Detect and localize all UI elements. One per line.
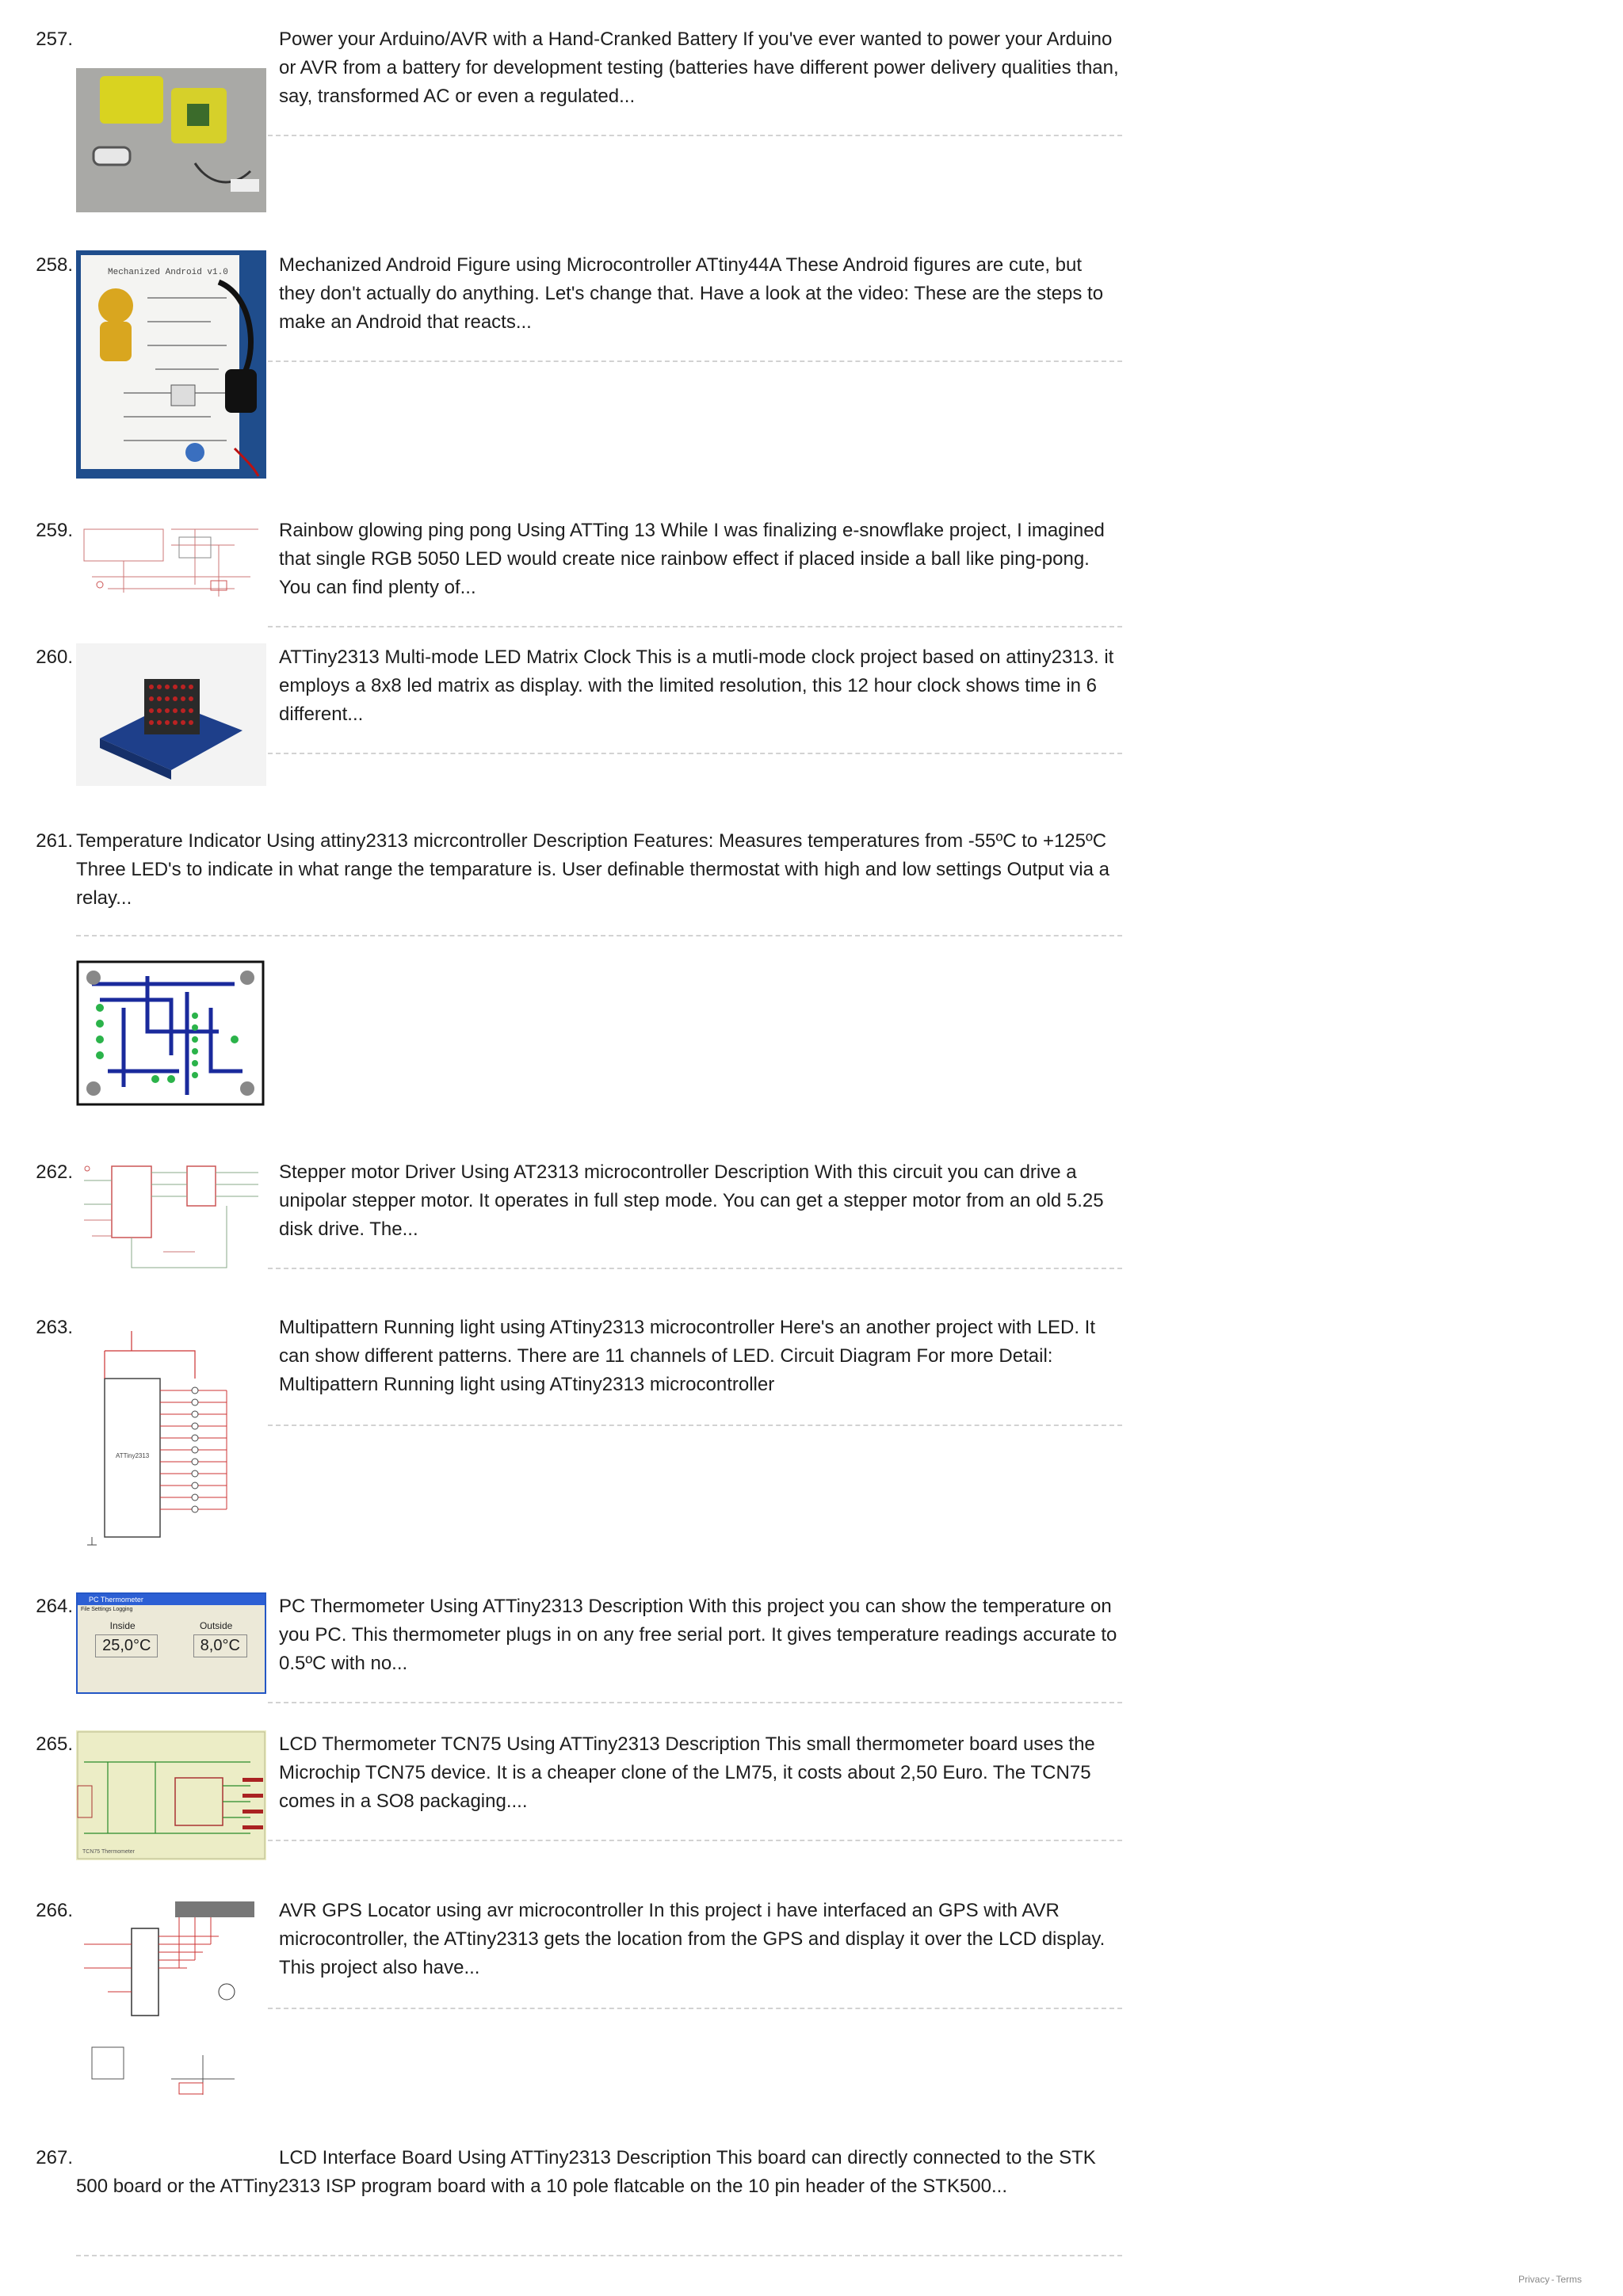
entry-thumbnail[interactable] bbox=[76, 1897, 266, 2107]
entry-text bbox=[279, 1592, 1121, 1678]
entry-thumbnail[interactable] bbox=[76, 1315, 266, 1553]
entry-description: Description This small thermometer board uses the Microchip TCN75 device. It is a cheaper clone of the LM75, it costs about 2,50 Euro. The TCN75 comes in a SO8 packaging.... bbox=[279, 1733, 1095, 1812]
entry-thumbnail[interactable] bbox=[76, 513, 266, 605]
gps-locator-schematic bbox=[76, 1897, 266, 2107]
entry-description: Description Features: Measures temperatures from -55ºC to +125ºC Three LED's to indicate in what range the temparature is. User definable thermostat with high and low settings Output via a relay... bbox=[76, 830, 1109, 909]
thumb-outside-value: 8,0°C bbox=[193, 1634, 247, 1657]
entry-divider bbox=[268, 1425, 1122, 1426]
entry-title-link[interactable]: LCD Thermometer TCN75 Using ATTiny2313 bbox=[279, 1733, 660, 1755]
thumb-inside-label: Inside bbox=[109, 1620, 136, 1631]
entry-number: 257. bbox=[36, 29, 73, 50]
entry-divider bbox=[268, 1268, 1122, 1269]
entry-title-link[interactable]: Power your Arduino/AVR with a Hand-Cranked Battery bbox=[279, 29, 738, 50]
entry-title-link[interactable]: ATTiny2313 Multi-mode LED Matrix Clock bbox=[279, 646, 632, 668]
entry-text bbox=[279, 1158, 1121, 1244]
entry-description: Description With this project you can show the temperature on you PC. This thermometer plugs in on any free serial port. It gives temperature readings accurate to 0.5ºC with no... bbox=[279, 1596, 1117, 1674]
led-matrix-photo bbox=[76, 643, 266, 786]
entry-title-link[interactable]: Temperature Indicator Using attiny2313 micrcontroller bbox=[76, 830, 528, 852]
entry-title-link[interactable]: PC Thermometer Using ATTiny2313 bbox=[279, 1596, 583, 1617]
entry-title-link[interactable]: Multipattern Running light using ATtiny2313 microcontroller bbox=[279, 1317, 775, 1338]
entry-text bbox=[279, 1897, 1121, 1982]
entry-description: In this project i have interfaced an GPS with AVR microcontroller, the ATtiny2313 gets the location from the GPS and display it over the LCD display. This project also have... bbox=[279, 1900, 1106, 1978]
entry-description: If you've ever wanted to power your Arduino or AVR from a battery for development testing (batteries have different power delivery qualities than, say, transformed AC or even a regulated... bbox=[279, 29, 1119, 107]
thumb-inside-value: 25,0°C bbox=[95, 1634, 158, 1657]
entry-number: 262. bbox=[36, 1161, 73, 1183]
entry-text bbox=[279, 1314, 1121, 1399]
entry-divider bbox=[268, 753, 1122, 754]
entry-title-link[interactable]: Mechanized Android Figure using Microcontroller ATtiny44A bbox=[279, 254, 781, 276]
entry-thumbnail[interactable] bbox=[76, 1592, 266, 1694]
entry-thumbnail[interactable] bbox=[76, 250, 266, 479]
android-figure-photo bbox=[76, 250, 266, 479]
entry-divider bbox=[268, 626, 1122, 627]
footer-separator: - bbox=[1551, 2274, 1555, 2285]
entry-thumbnail[interactable] bbox=[76, 643, 266, 786]
running-light-schematic bbox=[76, 1315, 266, 1553]
stepper-schematic bbox=[76, 1157, 266, 1277]
battery-photo bbox=[76, 68, 266, 212]
entry-number: 263. bbox=[36, 1317, 73, 1338]
entry-number: 259. bbox=[36, 520, 73, 541]
entry-title-link[interactable]: Rainbow glowing ping pong Using ATTing 13 bbox=[279, 520, 655, 541]
thumb-window-title: PC Thermometer bbox=[78, 1594, 265, 1605]
recaptcha-footer bbox=[1518, 2274, 1582, 2285]
ping-pong-schematic bbox=[76, 513, 266, 605]
thumb-caption: TCN75 Thermometer bbox=[82, 1849, 136, 1855]
entry-text bbox=[279, 251, 1121, 337]
entry-thumbnail[interactable] bbox=[76, 1157, 266, 1277]
entry-title-link[interactable]: AVR GPS Locator using avr microcontroller bbox=[279, 1900, 643, 1921]
entry-thumbnail[interactable] bbox=[76, 960, 266, 1108]
entry-title-link[interactable]: LCD Interface Board Using ATTiny2313 bbox=[279, 2147, 611, 2168]
entry-text bbox=[76, 827, 1122, 913]
entry-divider bbox=[268, 1840, 1122, 1841]
entry-description: While I was finalizing e-snowflake project, I imagined that single RGB 5050 LED would create nice rainbow effect if placed inside a ball like ping-pong. You can find plenty of... bbox=[279, 520, 1105, 598]
entry-number: 266. bbox=[36, 1900, 73, 1921]
entry-number: 265. bbox=[36, 1733, 73, 1755]
thumb-outside-label: Outside bbox=[199, 1620, 233, 1631]
entry-description: This is a mutli-mode clock project based on attiny2313. it employs a 8x8 led matrix as display. with the limited resolution, this 12 hour clock shows time in 6 different... bbox=[279, 646, 1114, 725]
entry-description: Description This board can directly connected to the STK 500 board or the ATTiny2313 ISP program board with a 10 pole flatcable on the 10 pin header of the STK500... bbox=[76, 2147, 1096, 2197]
entry-number: 264. bbox=[36, 1596, 73, 1617]
thumb-menu: File Settings Logging bbox=[81, 1607, 133, 1612]
entry-number: 260. bbox=[36, 646, 73, 668]
entry-divider bbox=[268, 360, 1122, 362]
entry-text bbox=[279, 1730, 1121, 1816]
entry-description: Description With this circuit you can drive a unipolar stepper motor. It operates in full step mode. You can get a stepper motor from an old 5.25 disk drive. The... bbox=[279, 1161, 1104, 1240]
entry-title-link[interactable]: Stepper motor Driver Using AT2313 microcontroller bbox=[279, 1161, 709, 1183]
entry-number: 261. bbox=[36, 830, 73, 852]
thumb-caption: Mechanized Android v1.0 bbox=[108, 268, 228, 277]
entry-thumbnail[interactable] bbox=[76, 1730, 266, 1860]
entry-thumbnail[interactable] bbox=[76, 68, 266, 212]
privacy-link[interactable]: Privacy bbox=[1518, 2274, 1550, 2285]
entry-divider bbox=[268, 1702, 1122, 1703]
entry-description: Here's an another project with LED. It can show different patterns. There are 11 channels of LED. Circuit Diagram For more Detail: Multipattern Running light using ATtiny2313 microcontroller bbox=[279, 1317, 1095, 1395]
entry-text bbox=[279, 25, 1121, 111]
lcd-thermometer-schematic bbox=[76, 1730, 266, 1860]
pcb-layout-image bbox=[76, 960, 266, 1108]
entry-divider bbox=[76, 2255, 1122, 2256]
entry-divider bbox=[268, 2008, 1122, 2009]
entry-text bbox=[279, 643, 1121, 729]
entry-number: 258. bbox=[36, 254, 73, 276]
entry-text bbox=[279, 517, 1121, 602]
entry-number: 267. bbox=[36, 2147, 73, 2168]
entry-divider bbox=[268, 135, 1122, 136]
entry-description: These Android figures are cute, but they don't actually do anything. Let's change that. Have a look at the video: These are the steps to make an Android that reacts... bbox=[279, 254, 1104, 333]
entry-text bbox=[76, 2144, 1122, 2201]
entry-divider bbox=[76, 935, 1122, 936]
terms-link[interactable]: Terms bbox=[1556, 2274, 1582, 2285]
thumb-caption: ATTiny2313 bbox=[116, 1452, 150, 1459]
